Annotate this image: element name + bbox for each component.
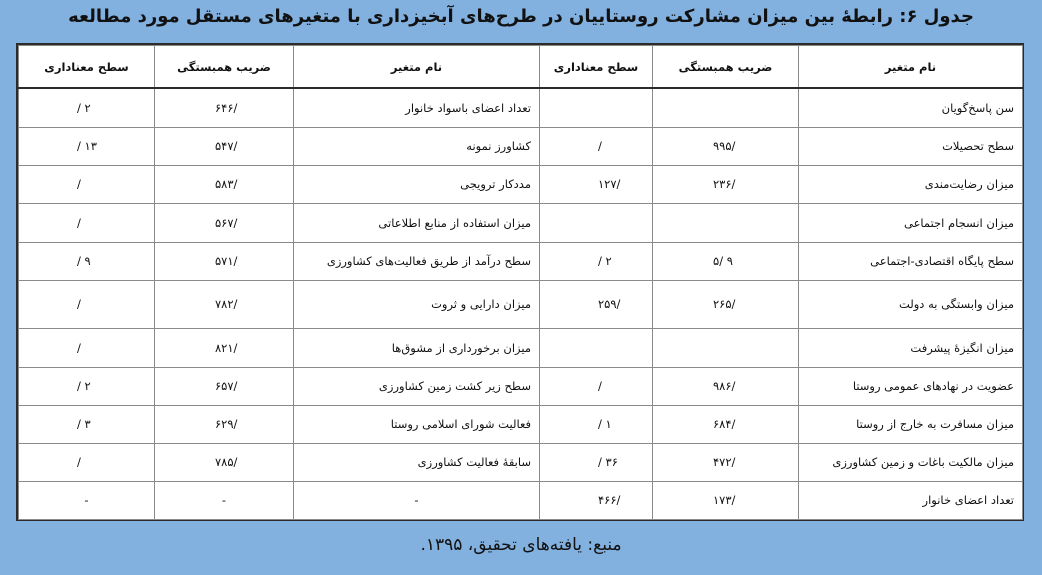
header-variable-name-1: نام متغیر bbox=[799, 46, 1023, 89]
correlation-cell: /۲۳۶ bbox=[653, 165, 799, 203]
significance-cell: /۱۲۷ bbox=[540, 165, 653, 203]
table-row bbox=[19, 405, 1023, 443]
correlation-cell: - bbox=[155, 481, 294, 519]
variable-name-cell: میزان مالکیت باغات و زمین کشاورزی bbox=[799, 443, 1023, 481]
table-row bbox=[19, 127, 1023, 165]
variable-name-cell: سن پاسخ‌گویان bbox=[799, 88, 1023, 127]
table-row bbox=[19, 367, 1023, 405]
correlation-cell: /۱۷۳ bbox=[653, 481, 799, 519]
variable-name-cell: میزان استفاده از منابع اطلاعاتی bbox=[294, 203, 540, 242]
variable-name-cell: سطح زیر کشت زمین کشاورزی bbox=[294, 367, 540, 405]
significance-cell: ۹ / bbox=[19, 242, 155, 280]
variable-name-cell: سابقهٔ فعالیت کشاورزی bbox=[294, 443, 540, 481]
significance-cell: / bbox=[19, 165, 155, 203]
correlation-cell: /۵۷۱ bbox=[155, 242, 294, 280]
header-correlation-1: ضریب همبستگی bbox=[653, 46, 799, 89]
significance-cell: / bbox=[19, 328, 155, 367]
significance-cell: / bbox=[19, 203, 155, 242]
significance-cell: / bbox=[19, 443, 155, 481]
header-significance-1: سطح معناداری bbox=[540, 46, 653, 89]
variable-name-cell: تعداد اعضای باسواد خانوار bbox=[294, 88, 540, 127]
table-row bbox=[19, 203, 1023, 242]
correlation-cell: /۵۴۷ bbox=[155, 127, 294, 165]
correlation-table bbox=[18, 45, 1023, 520]
correlation-cell: /۴۷۲ bbox=[653, 443, 799, 481]
correlation-cell bbox=[653, 88, 799, 127]
significance-cell: ۳۶ / bbox=[540, 443, 653, 481]
variable-name-cell: تعداد اعضای خانوار bbox=[799, 481, 1023, 519]
correlation-cell: /۶۸۴ bbox=[653, 405, 799, 443]
correlation-cell: /۶۲۹ bbox=[155, 405, 294, 443]
correlation-cell: /۷۸۲ bbox=[155, 280, 294, 328]
significance-cell bbox=[540, 328, 653, 367]
correlation-cell: /۸۲۱ bbox=[155, 328, 294, 367]
significance-cell: ۲ / bbox=[19, 367, 155, 405]
variable-name-cell: میزان رضایت‌مندی bbox=[799, 165, 1023, 203]
variable-name-cell: کشاورز نمونه bbox=[294, 127, 540, 165]
significance-cell: ۳ / bbox=[19, 405, 155, 443]
significance-cell: ۲ / bbox=[540, 242, 653, 280]
table-row bbox=[19, 328, 1023, 367]
correlation-cell: /۶۵۷ bbox=[155, 367, 294, 405]
significance-cell bbox=[540, 203, 653, 242]
variable-name-cell: میزان دارایی و ثروت bbox=[294, 280, 540, 328]
table-header-row bbox=[19, 46, 1023, 89]
correlation-cell: /۲۶۵ bbox=[653, 280, 799, 328]
table-row bbox=[19, 280, 1023, 328]
variable-name-cell: میزان انسجام اجتماعی bbox=[799, 203, 1023, 242]
correlation-cell: /۹۸۶ bbox=[653, 367, 799, 405]
correlation-cell bbox=[653, 203, 799, 242]
correlation-table-container bbox=[16, 43, 1024, 521]
correlation-cell: /۵۸۳ bbox=[155, 165, 294, 203]
variable-name-cell: میزان مسافرت به خارج از روستا bbox=[799, 405, 1023, 443]
header-variable-name-2: نام متغیر bbox=[294, 46, 540, 89]
correlation-cell: ۹ /۵ bbox=[653, 242, 799, 280]
significance-cell: / bbox=[540, 367, 653, 405]
variable-name-cell: مددکار ترویجی bbox=[294, 165, 540, 203]
significance-cell: /۴۶۶ bbox=[540, 481, 653, 519]
significance-cell: / bbox=[19, 280, 155, 328]
header-correlation-2: ضریب همبستگی bbox=[155, 46, 294, 89]
variable-name-cell: سطح درآمد از طریق فعالیت‌های کشاورزی bbox=[294, 242, 540, 280]
table-row bbox=[19, 165, 1023, 203]
correlation-cell bbox=[653, 328, 799, 367]
correlation-cell: /۵۶۷ bbox=[155, 203, 294, 242]
table-row bbox=[19, 443, 1023, 481]
significance-cell: ۲ / bbox=[19, 88, 155, 127]
variable-name-cell: - bbox=[294, 481, 540, 519]
header-significance-2: سطح معناداری bbox=[19, 46, 155, 89]
variable-name-cell: میزان برخورداری از مشوق‌ها bbox=[294, 328, 540, 367]
variable-name-cell: سطح تحصیلات bbox=[799, 127, 1023, 165]
correlation-cell: /۷۸۵ bbox=[155, 443, 294, 481]
significance-cell: ۱۳ / bbox=[19, 127, 155, 165]
variable-name-cell: میزان انگیزهٔ پیشرفت bbox=[799, 328, 1023, 367]
correlation-cell: /۹۹۵ bbox=[653, 127, 799, 165]
table-row bbox=[19, 481, 1023, 519]
table-title: جدول ۶: رابطهٔ بین میزان مشارکت روستاییان در طرح‌های آبخیزداری با متغیرهای مستقل مورد مطالعه bbox=[68, 6, 974, 27]
significance-cell: / bbox=[540, 127, 653, 165]
variable-name-cell: فعالیت شورای اسلامی روستا bbox=[294, 405, 540, 443]
table-row bbox=[19, 88, 1023, 127]
significance-cell bbox=[540, 88, 653, 127]
variable-name-cell: عضویت در نهادهای عمومی روستا bbox=[799, 367, 1023, 405]
correlation-cell: /۶۴۶ bbox=[155, 88, 294, 127]
variable-name-cell: میزان وابستگی به دولت bbox=[799, 280, 1023, 328]
significance-cell: - bbox=[19, 481, 155, 519]
significance-cell: /۲۵۹ bbox=[540, 280, 653, 328]
variable-name-cell: سطح پایگاه اقتصادی-اجتماعی bbox=[799, 242, 1023, 280]
source-note: منبع: یافته‌های تحقیق، ۱۳۹۵. bbox=[420, 535, 622, 555]
table-row bbox=[19, 242, 1023, 280]
significance-cell: ۱ / bbox=[540, 405, 653, 443]
